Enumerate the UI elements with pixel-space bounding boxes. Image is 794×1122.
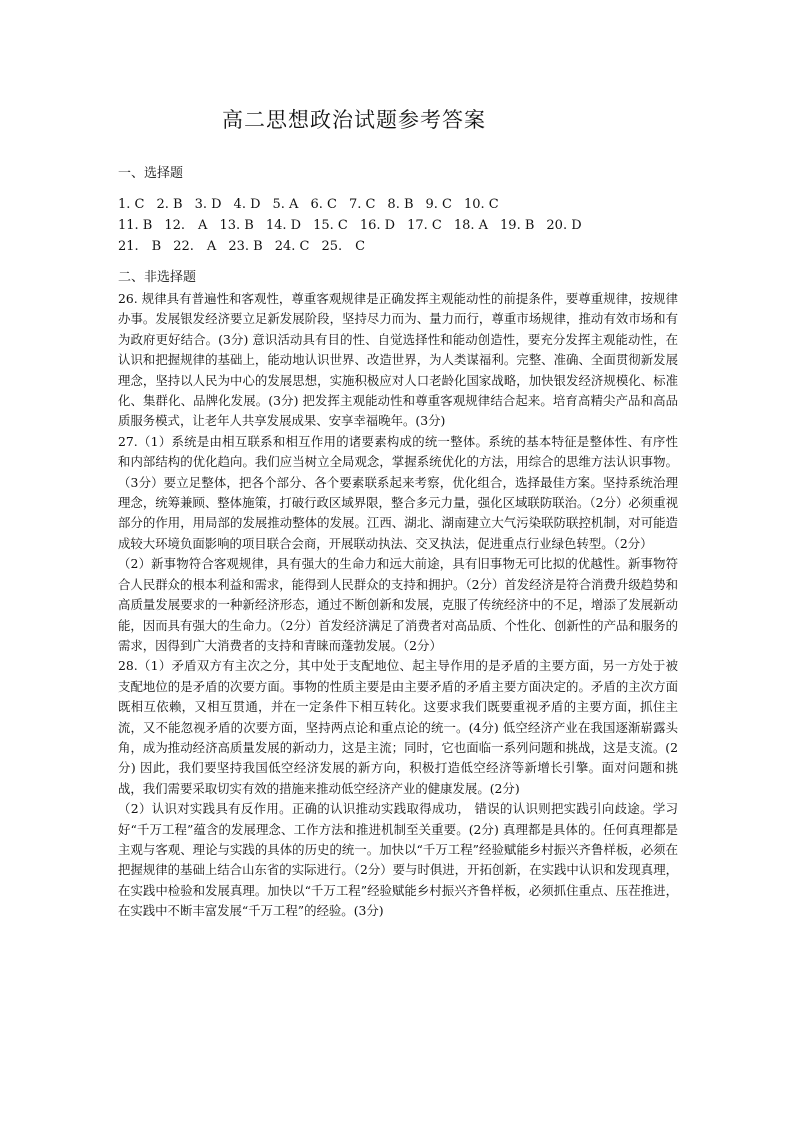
answer-item: 17. C — [407, 218, 442, 233]
answer-item: 22. A — [173, 239, 217, 254]
answer-item: 4. D — [233, 197, 261, 212]
answer-item: 18. A — [453, 218, 489, 233]
answer-item: 11. B — [118, 218, 153, 233]
answer-paragraph-27-1: 27.（1）系统是由相互联系和相互作用的诸要素构成的统一整体。系统的基本特征是整体性、有序性和内部结构的优化趋向。我们应当树立全局观念，掌握系统优化的方法，用综合的思维方法认识事物。（3分）要立足整体，把各个部分、各个要素联系起来考察，优化组合，选择最佳方案。坚持系统治理理念，统筹兼顾、整体施策，打破行政区域界限，整合多元力量，强化区域联防联治。（2分）必须重视部分的作用，用局部的发展推动整体的发展。江西、湖北、湖南建立大气污染联防联控机制，对可能造成较大环境负面影响的项目联合会商，开展联动执法、交叉执法，促进重点行业绿色转型。（2分） — [118, 433, 678, 551]
answer-row-1 — [118, 194, 678, 215]
answer-item: 6. C — [310, 197, 337, 212]
section-heading-multiple-choice: 一、选择题 — [118, 166, 184, 181]
answer-paragraph-26: 26. 规律具有普遍性和客观性，尊重客观规律是正确发挥主观能动性的前提条件，要尊重规律，按规律办事。发展银发经济要立足新发展阶段，坚持尽力而为、量力而行，尊重市场规律，推动有效市场和有为政府更好结合。(3分) 意识活动具有目的性、自觉选择性和能动创造性，要充分发挥主观能动性，在认识和把握规律的基础上，能动地认识世界、改造世界，为人类谋福利。完整、准确、全面贯彻新发展理念，坚持以人民为中心的发展思想，实施积极应对人口老龄化国家战略，加快银发经济规模化、标准化、集群化、品牌化发展。(3分) 把发挥主观能动性和尊重客观规律结合起来。培育高精尖产品和高品质服务模式，让老年人共享发展成果、安享幸福晚年。(3分) — [118, 291, 678, 429]
answer-paragraph-27-2: （2）新事物符合客观规律，具有强大的生命力和远大前途，具有旧事物无可比拟的优越性。新事物符合人民群众的根本利益和需求，能得到人民群众的支持和拥护。（2分）首发经济是符合消费升级趋势和高质量发展要求的一种新经济形态，通过不断创新和发展，克服了传统经济中的不足，增添了发展新动能，因而具有强大的生命力。（2分）首发经济满足了消费者对高品质、个性化、创新性的产品和服务的需求，因得到广大消费者的支持和青睐而蓬勃发展。（2分） — [118, 556, 678, 653]
free-response-answers — [118, 289, 678, 922]
answer-item: 8. B — [387, 197, 414, 212]
answer-item: 24. C — [274, 239, 310, 254]
multiple-choice-answers — [118, 194, 678, 257]
answer-item: 25. C — [321, 239, 366, 254]
answer-paragraph-28-1: 28.（1）矛盾双方有主次之分，其中处于支配地位、起主导作用的是矛盾的主要方面，另一方处于被支配地位的是矛盾的次要方面。事物的性质主要是由主要矛盾的矛盾主要方面决定的。矛盾的主次方面既相互依赖，又相互贯通，并在一定条件下相互转化。这要求我们既要重视矛盾的主要方面，抓住主流，又不能忽视矛盾的次要方面，坚持两点论和重点论的统一。(4分) 低空经济产业在我国逐渐崭露头角，成为推动经济高质量发展的新动力，这是主流；同时，它也面临一系列问题和挑战，这是支流。(2分) 因此，我们要坚持我国低空经济发展的新方向，积极打造低空经济等新增长引擎。面对问题和挑战，我们需要采取切实有效的措施来推动低空经济产业的健康发展。(2分) — [118, 658, 678, 796]
answer-row-2 — [118, 215, 678, 236]
answer-item: 2. B — [156, 197, 183, 212]
answer-item: 3. D — [194, 197, 222, 212]
answer-item: 20. D — [546, 218, 582, 233]
answer-item: 7. C — [348, 197, 376, 212]
answer-item: 23. B — [228, 239, 263, 254]
section-heading-free-response: 二、非选择题 — [118, 270, 197, 285]
answer-item: 12. A — [164, 218, 208, 233]
answer-item: 13. B — [219, 218, 254, 233]
answer-item: 10. C — [464, 197, 499, 212]
answer-paragraph-28-2: （2）认识对实践具有反作用。正确的认识推动实践取得成功， 错误的认识则把实践引向歧途。学习好“千万工程”蕴含的发展理念、工作方法和推进机制至关重要。(2分) 真理都是具体的。任何真理都是主观与客观、理论与实践的具体的历史的统一。加快以“千万工程”经验赋能乡村振兴齐鲁样板，必须在把握规律的基础上结合山东省的实际进行。（2分）要与时俱进，开拓创新，在实践中认识和发现真理，在实践中检验和发展真理。加快以“千万工程”经验赋能乡村振兴齐鲁样板，必须抓住重点、压茬推进，在实践中不断丰富发展“千万工程”的经验。(3分) — [118, 801, 678, 919]
answer-item: 1. C — [118, 197, 145, 212]
answer-item: 19. B — [500, 218, 535, 233]
answer-item: 9. C — [425, 197, 452, 212]
answer-item: 21. B — [118, 239, 162, 254]
answer-item: 14. D — [265, 218, 302, 233]
answer-item: 16. D — [359, 218, 396, 233]
answer-item: 15. C — [313, 218, 348, 233]
page-title: 高二思想政治试题参考答案 — [222, 108, 486, 132]
answer-row-3 — [118, 236, 678, 257]
answer-item: 5. A — [272, 197, 299, 212]
